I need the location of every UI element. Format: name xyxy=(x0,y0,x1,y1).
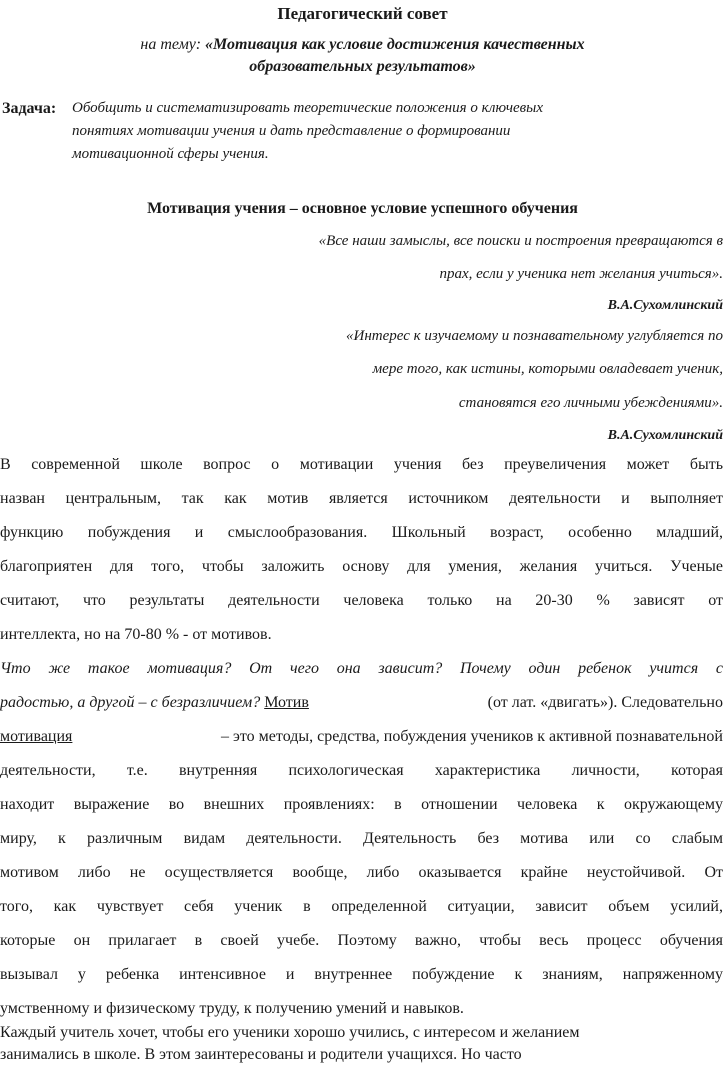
task-line-1: Обобщить и систематизировать теоретические положения о ключевых xyxy=(72,100,543,116)
paragraph-2-question-line: Что же такое мотивация? От чего она зависит? Почему один ребенок учится с xyxy=(0,660,723,677)
topic-title-part-2: образовательных результатов» xyxy=(249,58,476,75)
definition-text: – это методы, средства, побуждения учеников к активной познавательной xyxy=(221,728,723,745)
topic-title-part-1: «Мотивация как условие достижения качественных xyxy=(205,36,585,53)
epigraph-1-line-1: «Все наши замыслы, все поиски и построения превращаются в xyxy=(318,233,723,249)
task-line-3: мотивационной сферы учения. xyxy=(72,146,269,162)
paragraph-1-line: функцию побуждения и смыслообразования. Школьный возраст, особенно младший, xyxy=(0,524,723,541)
paragraph-1-line: В современной школе вопрос о мотивации учения без преувеличения может быть xyxy=(0,456,723,473)
epigraph-1-line-2: прах, если у ученика нет желания учиться». xyxy=(439,266,723,282)
epigraph-2-author: В.А.Сухомлинский xyxy=(607,428,723,443)
epigraph-2-line-3: становятся его личными убеждениями». xyxy=(458,395,723,411)
task-label: Задача: xyxy=(2,100,57,117)
paragraph-1-line: благоприятен для того, чтобы заложить основу для умения, желания учиться. Ученые xyxy=(0,558,723,575)
term-motivatsiya: мотивация xyxy=(0,728,73,745)
topic-line-1 xyxy=(0,36,725,54)
paragraph-2-line: миру, к различным видам деятельности. Деятельность без мотива или со слабым xyxy=(0,830,723,847)
paragraph-2-line: которые он прилагает в своей учебе. Поэтому важно, чтобы весь процесс обучения xyxy=(0,932,723,949)
paragraph-2-line: умственному и физическому труду, к получению умений и навыков. xyxy=(0,1000,464,1017)
paragraph-1-line: назван центральным, так как мотив является источником деятельности и выполняет xyxy=(0,490,723,507)
section-heading: Мотивация учения – основное условие успешного обучения xyxy=(147,200,578,217)
topic-prefix: на тему: xyxy=(140,36,206,53)
paragraph-1-line: интеллекта, но на 70-80 % - от мотивов. xyxy=(0,626,272,643)
paragraph-2-line: мотивом либо не осуществляется вообще, либо оказывается крайне неустойчивой. От xyxy=(0,864,723,881)
paragraph-1-line: считают, что результаты деятельности человека только на 20-30 % зависят от xyxy=(0,592,723,609)
term-motiv: Мотив xyxy=(264,694,309,711)
paragraph-2-line: находит выражение во внешних проявлениях: в отношении человека к окружающему xyxy=(0,796,723,813)
question-text: радостью, а другой – с безразличием? xyxy=(0,694,265,711)
task-line-2: понятиях мотивации учения и дать представление о формировании xyxy=(72,123,511,139)
paragraph-2-line: деятельности, т.е. внутренняя психологическая характеристика личности, которая xyxy=(0,762,723,779)
epigraph-2-line-2: мере того, как истины, которыми овладевает ученик, xyxy=(372,361,723,377)
paragraph-3-line: Каждый учитель хочет, чтобы его ученики хорошо учились, с интересом и желанием xyxy=(0,1024,580,1041)
paragraph-2-line-2 xyxy=(0,694,723,712)
document-title: Педагогический совет xyxy=(277,4,448,23)
paragraph-2-line-3 xyxy=(0,728,723,746)
paragraph-2-line: того, как чувствует себя ученик в определенной ситуации, зависит объем усилий, xyxy=(0,898,723,915)
definition-start: (от лат. «двигать»). Следовательно xyxy=(487,694,723,711)
epigraph-1-author: В.А.Сухомлинский xyxy=(607,298,723,313)
epigraph-2-line-1: «Интерес к изучаемому и познавательному углубляется по xyxy=(346,328,723,344)
paragraph-2-line: вызывал у ребенка интенсивное и внутреннее побуждение к знаниям, напряженному xyxy=(0,966,723,983)
paragraph-3-line: занимались в школе. В этом заинтересованы и родители учащихся. Но часто xyxy=(0,1046,522,1063)
